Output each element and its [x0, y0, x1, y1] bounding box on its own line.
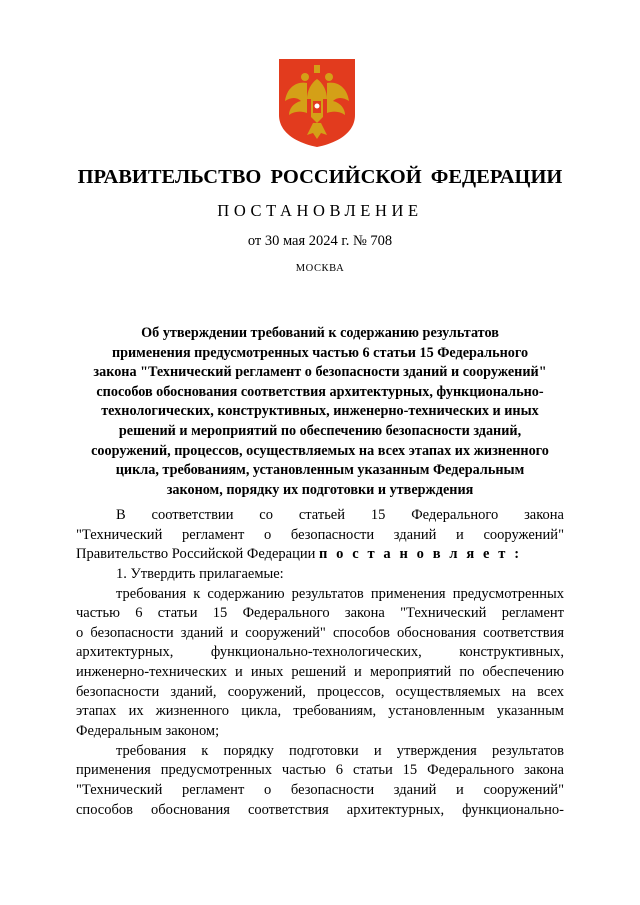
body-line: о безопасности зданий и сооружений" способов обоснования соответствия: [76, 624, 564, 641]
body-line: архитектурных, функционально-технологических, конструктивных,: [76, 644, 564, 661]
subject-line: Об утверждении требований к содержанию результатов: [141, 325, 499, 341]
body-line: безопасности зданий, сооружений, процессов, осуществляемых на всех: [76, 683, 564, 700]
body-line: требования к содержанию результатов применения предусмотренных: [116, 585, 564, 602]
document-body: [76, 506, 564, 820]
subject-line: законом, порядку их подготовки и утверждения: [166, 481, 474, 498]
decree-verb: п о с т а н о в л я е т :: [318, 546, 522, 563]
body-line: этапах их жизненного цикла, требованиям, установленным указанным: [76, 703, 564, 720]
subject-line: закона "Технический регламент о безопасности зданий и сооружений": [93, 364, 547, 381]
body-line: применения предусмотренных частью 6 статьи 15 Федерального закона: [76, 762, 564, 779]
body-line: Федеральным законом;: [76, 723, 220, 740]
body-line: "Технический регламент о безопасности зданий и сооружений": [76, 526, 564, 543]
subject-line: цикла, требованиям, установленным указанным Федеральным: [115, 462, 525, 479]
body-text: Правительство Российской Федерации: [76, 546, 319, 563]
coat-of-arms-icon: [277, 57, 357, 149]
document-date-number: от 30 мая 2024 г. № 708: [247, 233, 393, 249]
body-line: частью 6 статьи 15 Федерального закона "Технический регламент: [76, 605, 564, 622]
subject-line: способов обоснования соответствия архитектурных, функционально-: [96, 383, 544, 400]
subject-line: сооружений, процессов, осуществляемых на всех этапах их жизненного: [91, 442, 549, 459]
subject-line: решений и мероприятий по обеспечению безопасности зданий,: [118, 422, 522, 439]
document-type: ПОСТАНОВЛЕНИЕ: [217, 201, 423, 220]
body-line: 1. Утвердить прилагаемые:: [116, 565, 284, 582]
government-title: ПРАВИТЕЛЬСТВО РОССИЙСКОЙ ФЕДЕРАЦИИ: [77, 166, 563, 188]
document-subject: [70, 324, 570, 500]
body-line: требования к порядку подготовки и утверждения результатов: [116, 742, 564, 759]
body-line: "Технический регламент о безопасности зданий и сооружений": [76, 781, 564, 798]
body-line: [76, 545, 564, 565]
subject-line: технологических, конструктивных, инженерно-технических и иных: [101, 403, 539, 420]
body-line: способов обоснования соответствия архитектурных, функционально-: [76, 801, 564, 818]
body-line: инженерно-технических и иных решений и мероприятий по обеспечению: [76, 664, 564, 681]
body-line: В соответствии со статьей 15 Федерального закона: [116, 507, 564, 523]
document-city: МОСКВА: [295, 263, 345, 274]
subject-line: применения предусмотренных частью 6 статьи 15 Федерального: [111, 344, 529, 361]
